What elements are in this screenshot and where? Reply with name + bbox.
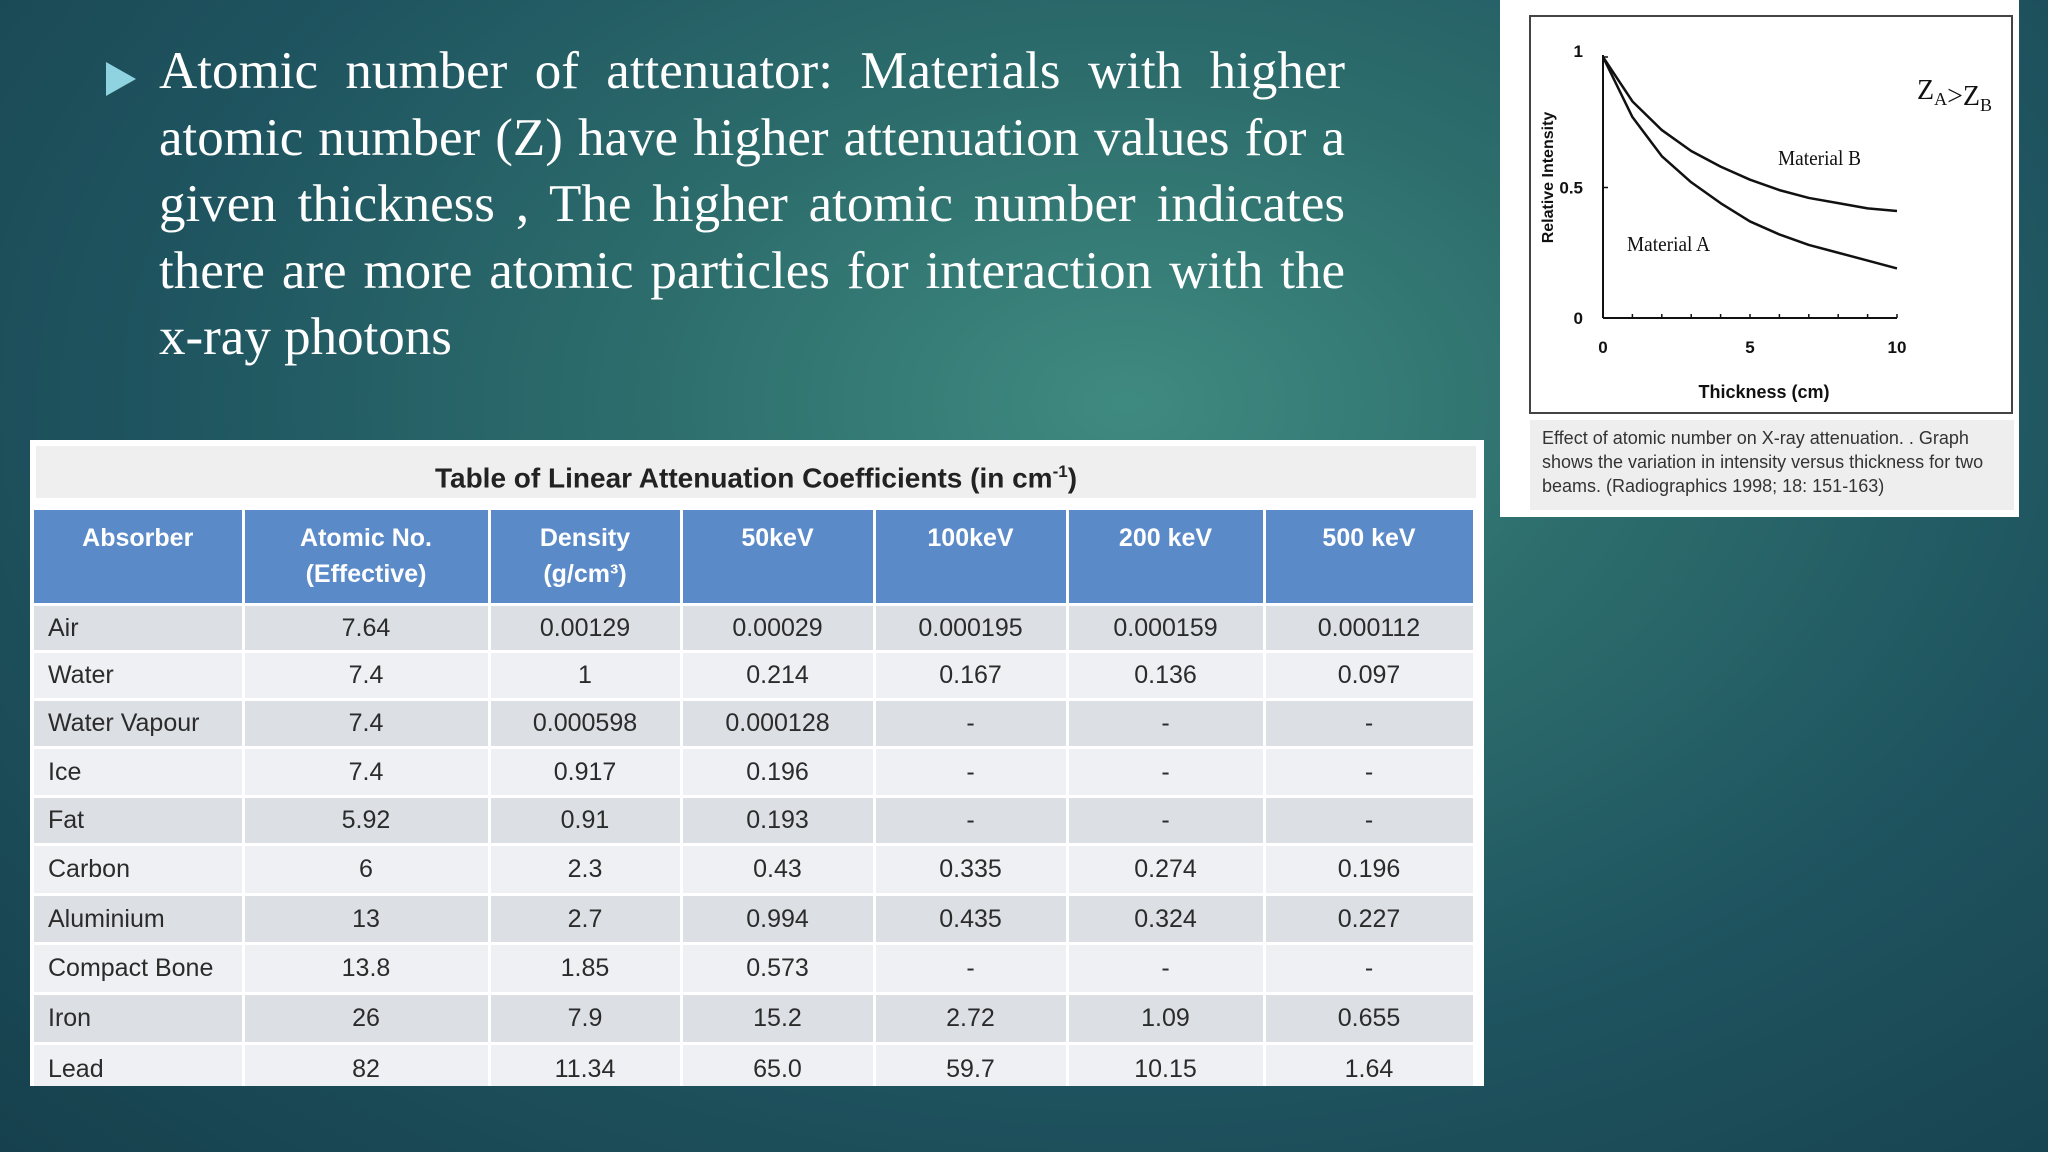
absorber-cell: Carbon bbox=[34, 845, 243, 895]
table-row bbox=[34, 605, 1474, 652]
value-cell: 5.92 bbox=[243, 797, 489, 845]
header-200kev: 200 keV bbox=[1067, 510, 1264, 605]
value-cell: 1.64 bbox=[1264, 1044, 1474, 1087]
header-density: Density (g/cm³) bbox=[489, 510, 681, 605]
value-cell: 65.0 bbox=[681, 1044, 874, 1087]
value-cell: 1 bbox=[489, 652, 681, 700]
value-cell: 13.8 bbox=[243, 944, 489, 994]
table-title-sup: -1 bbox=[1052, 462, 1068, 481]
value-cell: 2.3 bbox=[489, 845, 681, 895]
attenuation-table bbox=[34, 510, 1476, 1086]
absorber-cell: Air bbox=[34, 605, 243, 652]
absorber-cell: Fat bbox=[34, 797, 243, 845]
value-cell: 0.000598 bbox=[489, 700, 681, 748]
header-100kev: 100keV bbox=[874, 510, 1067, 605]
attenuation-chart bbox=[1531, 17, 2011, 412]
value-cell: - bbox=[1067, 700, 1264, 748]
value-cell: 0.000195 bbox=[874, 605, 1067, 652]
value-cell: 26 bbox=[243, 994, 489, 1044]
value-cell: 2.72 bbox=[874, 994, 1067, 1044]
y-tick-label: 0 bbox=[1573, 309, 1583, 328]
value-cell: - bbox=[874, 944, 1067, 994]
value-cell: 0.00029 bbox=[681, 605, 874, 652]
triangle-bullet-icon bbox=[106, 62, 136, 96]
absorber-cell: Iron bbox=[34, 994, 243, 1044]
x-tick-label: 5 bbox=[1745, 338, 1755, 357]
x-axis-label: Thickness (cm) bbox=[1698, 382, 1830, 402]
table-title-text: Table of Linear Attenuation Coefficients (in cm bbox=[434, 462, 1053, 494]
value-cell: 0.435 bbox=[874, 895, 1067, 944]
value-cell: - bbox=[1264, 700, 1474, 748]
value-cell: 0.227 bbox=[1264, 895, 1474, 944]
absorber-cell: Water Vapour bbox=[34, 700, 243, 748]
absorber-cell: Compact Bone bbox=[34, 944, 243, 994]
value-cell: 0.324 bbox=[1067, 895, 1264, 944]
table-row bbox=[34, 700, 1474, 748]
value-cell: 0.214 bbox=[681, 652, 874, 700]
value-cell: 1.85 bbox=[489, 944, 681, 994]
absorber-cell: Lead bbox=[34, 1044, 243, 1087]
value-cell: 0.335 bbox=[874, 845, 1067, 895]
value-cell: 7.64 bbox=[243, 605, 489, 652]
value-cell: - bbox=[1067, 797, 1264, 845]
value-cell: 0.000159 bbox=[1067, 605, 1264, 652]
value-cell: - bbox=[1067, 748, 1264, 797]
graph-frame bbox=[1529, 15, 2013, 414]
value-cell: 6 bbox=[243, 845, 489, 895]
header-absorber: Absorber bbox=[34, 510, 243, 605]
table-row bbox=[34, 994, 1474, 1044]
value-cell: 0.573 bbox=[681, 944, 874, 994]
value-cell: 82 bbox=[243, 1044, 489, 1087]
series-label-material-a: Material A bbox=[1627, 233, 1711, 257]
table-title bbox=[36, 446, 1476, 498]
annotation-za-gt-zb: $Z_A>Z_B$ bbox=[1917, 75, 1993, 115]
attenuation-table-card bbox=[30, 440, 1484, 1086]
x-tick-label: 10 bbox=[1887, 338, 1907, 357]
figure-caption: Effect of atomic number on X-ray attenuation. . Graph shows the variation in intensity versus thickness for two beams. (Radiographics 1998; 18: 151-163) bbox=[1530, 420, 2014, 510]
header-50kev: 50keV bbox=[681, 510, 874, 605]
value-cell: 10.15 bbox=[1067, 1044, 1264, 1087]
header-atomic-no: Atomic No. (Effective) bbox=[243, 510, 489, 605]
value-cell: 0.196 bbox=[681, 748, 874, 797]
value-cell: 7.4 bbox=[243, 700, 489, 748]
y-tick-label: 0.5 bbox=[1559, 178, 1583, 198]
value-cell: 0.91 bbox=[489, 797, 681, 845]
value-cell: 0.655 bbox=[1264, 994, 1474, 1044]
value-cell: 7.9 bbox=[489, 994, 681, 1044]
value-cell: - bbox=[1264, 797, 1474, 845]
value-cell: 2.7 bbox=[489, 895, 681, 944]
value-cell: 59.7 bbox=[874, 1044, 1067, 1087]
attenuation-figure bbox=[1500, 0, 2019, 517]
header-500kev: 500 keV bbox=[1264, 510, 1474, 605]
bullet-block bbox=[100, 38, 1345, 371]
value-cell: 0.994 bbox=[681, 895, 874, 944]
y-tick-label: 1 bbox=[1573, 42, 1583, 61]
table-header-row bbox=[34, 510, 1474, 605]
table-body bbox=[34, 605, 1474, 1087]
value-cell: - bbox=[1067, 944, 1264, 994]
table-title-close: ) bbox=[1067, 462, 1078, 494]
table-row bbox=[34, 944, 1474, 994]
value-cell: 0.167 bbox=[874, 652, 1067, 700]
value-cell: - bbox=[874, 700, 1067, 748]
x-tick-label: 0 bbox=[1598, 338, 1608, 357]
absorber-cell: Aluminium bbox=[34, 895, 243, 944]
value-cell: 0.00129 bbox=[489, 605, 681, 652]
value-cell: - bbox=[874, 748, 1067, 797]
value-cell: 7.4 bbox=[243, 748, 489, 797]
series-line-material-b bbox=[1603, 57, 1897, 211]
table-row bbox=[34, 652, 1474, 700]
value-cell: 0.136 bbox=[1067, 652, 1264, 700]
value-cell: 0.000112 bbox=[1264, 605, 1474, 652]
value-cell: 11.34 bbox=[489, 1044, 681, 1087]
table-row bbox=[34, 845, 1474, 895]
series-label-material-b: Material B bbox=[1778, 147, 1862, 171]
table-row bbox=[34, 1044, 1474, 1087]
table-row bbox=[34, 748, 1474, 797]
value-cell: 0.193 bbox=[681, 797, 874, 845]
value-cell: 0.917 bbox=[489, 748, 681, 797]
table-row bbox=[34, 895, 1474, 944]
value-cell: 0.196 bbox=[1264, 845, 1474, 895]
value-cell: 15.2 bbox=[681, 994, 874, 1044]
value-cell: - bbox=[1264, 944, 1474, 994]
value-cell: 0.000128 bbox=[681, 700, 874, 748]
value-cell: 0.43 bbox=[681, 845, 874, 895]
value-cell: 7.4 bbox=[243, 652, 489, 700]
value-cell: 0.097 bbox=[1264, 652, 1474, 700]
value-cell: 13 bbox=[243, 895, 489, 944]
absorber-cell: Water bbox=[34, 652, 243, 700]
absorber-cell: Ice bbox=[34, 748, 243, 797]
table-row bbox=[34, 797, 1474, 845]
value-cell: - bbox=[1264, 748, 1474, 797]
bullet-text: Atomic number of attenuator: Materials with higher atomic number (Z) have higher attenuation values for a given thickness , The higher atomic number indicates there are more atomic particles for interaction with the x-ray photons bbox=[159, 42, 1345, 366]
value-cell: - bbox=[874, 797, 1067, 845]
value-cell: 0.274 bbox=[1067, 845, 1264, 895]
y-axis-label: Relative Intensity bbox=[1540, 111, 1557, 244]
value-cell: 1.09 bbox=[1067, 994, 1264, 1044]
